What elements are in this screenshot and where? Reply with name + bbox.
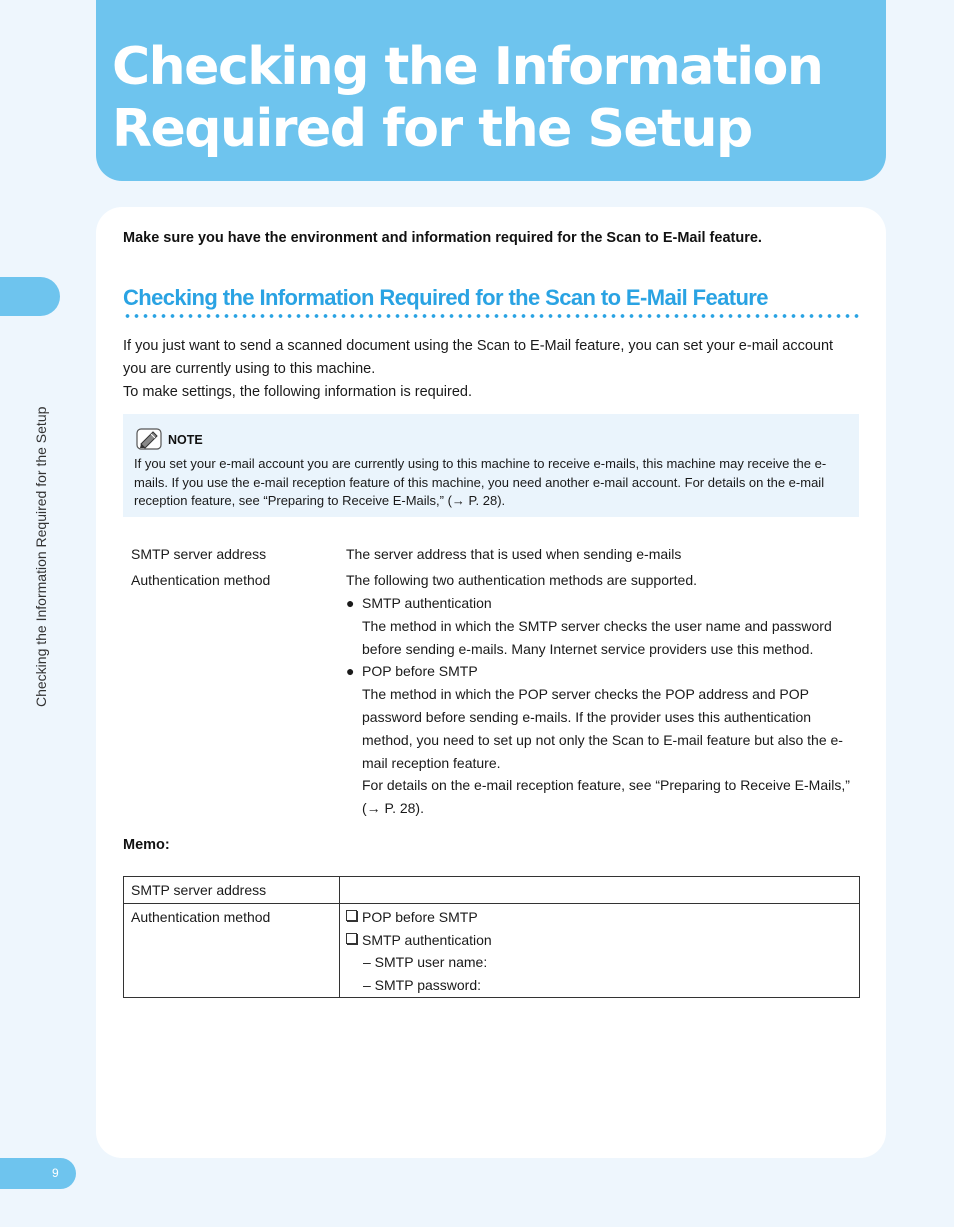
pop-details-link-text: For details on the e-mail reception feature, see “Preparing to Receive E-Mails,” (→ P. 28). — [362, 777, 850, 816]
memo-table — [123, 876, 860, 998]
pop-before-smtp-title: POP before SMTP — [362, 663, 478, 679]
table-divider — [124, 903, 859, 904]
note-box — [123, 414, 859, 517]
smtp-auth-title: SMTP authentication — [362, 595, 492, 611]
section-body — [123, 335, 853, 404]
side-tab — [0, 277, 60, 316]
auth-method-desc: The following two authentication methods are supported. — [346, 572, 697, 588]
checkbox-icon — [346, 933, 357, 944]
memo-option-pop-label: POP before SMTP — [362, 909, 478, 925]
intro-text: Make sure you have the environment and information required for the Scan to E-Mail feature. — [123, 230, 762, 246]
smtp-auth-desc: The method in which the SMTP server checks the user name and password before sending e-mails. Many Internet service providers use this method. — [362, 618, 832, 657]
bullet-icon: ● — [346, 663, 355, 679]
page-number-tab — [0, 1158, 76, 1189]
bullet-icon: ● — [346, 595, 355, 611]
page-title — [112, 36, 822, 160]
smtp-server-label: SMTP server address — [131, 546, 267, 562]
memo-smtp-label: SMTP server address — [131, 882, 267, 898]
section-heading: Checking the Information Required for the Scan to E-Mail Feature — [123, 285, 768, 310]
page-title-line1: Checking the Information — [112, 37, 823, 97]
memo-user-name: – SMTP user name: — [363, 954, 488, 970]
page-title-line2: Required for the Setup — [112, 99, 752, 159]
dotted-divider — [123, 313, 860, 319]
page-number: 9 — [52, 1166, 59, 1180]
smtp-auth-item — [346, 595, 492, 611]
smtp-server-desc: The server address that is used when sending e-mails — [346, 546, 682, 562]
auth-method-label: Authentication method — [131, 572, 271, 588]
pop-before-smtp-desc: The method in which the POP server checks the POP address and POP password before sending e-mails. If the provider uses this authentication method, you need to set up not only the Scan to E-mail feature but also the e-mail reception feature. — [362, 686, 843, 771]
memo-option-smtp — [346, 932, 492, 948]
table-divider — [339, 877, 340, 997]
pencil-note-icon — [136, 428, 162, 450]
memo-option-smtp-label: SMTP authentication — [362, 932, 492, 948]
note-text: If you set your e-mail account you are currently using to this machine to receive e-mails, this machine may receive the e-mails. If you use the e-mail reception feature of this machine, you need another e-mail account. For details on the e-mail reception feature, see “Preparing to Receive E-Mails,” (→ P. 28). — [134, 456, 827, 508]
memo-password: – SMTP password: — [363, 977, 482, 993]
memo-label: Memo: — [123, 837, 170, 853]
side-running-header: Checking the Information Required for the Setup — [33, 406, 49, 707]
section-body-line2: To make settings, the following information is required. — [123, 384, 472, 400]
memo-option-pop — [346, 909, 478, 925]
note-label: NOTE — [168, 433, 203, 447]
checkbox-icon — [346, 910, 357, 921]
memo-auth-label: Authentication method — [131, 909, 271, 925]
pop-before-smtp-item — [346, 663, 478, 679]
section-body-line1: If you just want to send a scanned document using the Scan to E-Mail feature, you can set your e-mail account you are currently using to this machine. — [123, 338, 834, 377]
